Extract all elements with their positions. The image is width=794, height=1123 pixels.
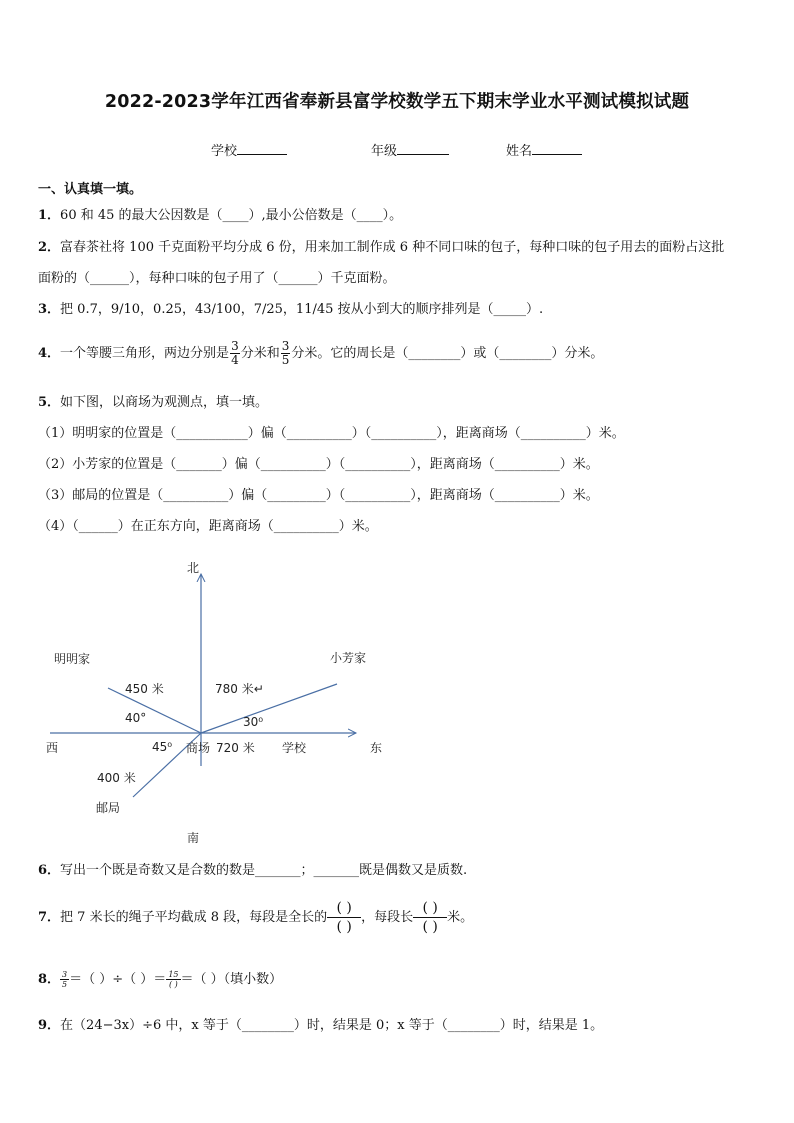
grade-label: 年级 <box>371 144 398 159</box>
question-5-sub-2: （2）小芳家的位置是（_______）偏（__________）（__________），距离商场（__________）米。 <box>38 457 599 472</box>
question-text: 分米。它的周长是（________）或（________）分米。 <box>291 346 604 361</box>
question-7 <box>38 898 473 938</box>
question-2-line-2: 面粉的（______），每种口味的包子用了（______）千克面粉。 <box>38 271 396 286</box>
question-text: ＝（ ）（填小数） <box>180 972 283 987</box>
question-2-line-1 <box>38 239 724 257</box>
xiaofang-distance: 780 米↵ <box>215 682 264 696</box>
question-number: 9． <box>38 1018 61 1033</box>
mall-label: 商场 <box>186 741 211 755</box>
fraction-3-4 <box>230 340 240 367</box>
name-blank[interactable] <box>532 142 582 155</box>
fraction-numerator: ( ) <box>413 899 447 918</box>
question-number: 7． <box>38 910 61 925</box>
question-6 <box>38 862 467 880</box>
fraction-numerator: 15 <box>168 970 179 979</box>
school-distance: 720 米 <box>216 741 255 755</box>
east-label: 东 <box>370 741 383 755</box>
question-text: 分米和 <box>240 346 280 361</box>
question-text: 在（24−3x）÷6 中，x 等于（________）时，结果是 0；x 等于（________）时，结果是 1。 <box>60 1018 604 1033</box>
compass-diagram <box>0 550 420 860</box>
fraction-denominator: ( ) <box>336 919 352 935</box>
question-text: 如下图，以商场为观测点，填一填。 <box>60 395 269 410</box>
school-label: 学校 <box>282 741 307 755</box>
question-5-sub-1: （1）明明家的位置是（___________）偏（__________）（__________），距离商场（__________）米。 <box>38 426 625 441</box>
fraction-denominator: ( ) <box>169 980 178 989</box>
question-text: ＝（ ）÷（ ）＝ <box>69 972 167 987</box>
page-title: 2022-2023学年江西省奉新县富学校数学五下期末学业水平测试模拟试题 <box>104 92 690 112</box>
mingming-angle: 40° <box>125 711 147 725</box>
fraction-denominator: 5 <box>62 980 68 989</box>
mingming-home-label: 明明家 <box>54 652 91 666</box>
south-label: 南 <box>187 831 200 845</box>
question-5-sub-3: （3）邮局的位置是（__________）偏（_________）（__________），距离商场（__________）米。 <box>38 488 599 503</box>
question-5 <box>38 394 268 412</box>
fraction-blank-1[interactable] <box>327 899 361 936</box>
question-text: 60 和 45 的最大公因数是（____）,最小公倍数是（____）。 <box>60 208 403 223</box>
fraction-blank-2[interactable] <box>413 899 447 936</box>
question-number: 2． <box>38 240 61 255</box>
question-text: 一个等腰三角形，两边分别是 <box>60 346 230 361</box>
school-label: 学校 <box>211 144 238 159</box>
post-office-label: 邮局 <box>96 801 121 815</box>
name-label: 姓名 <box>506 144 533 159</box>
question-number: 4． <box>38 346 61 361</box>
question-text: 米。 <box>447 910 474 925</box>
fraction-numerator: 3 <box>62 970 68 979</box>
fraction-3-5-small <box>60 970 69 989</box>
fraction-numerator: 3 <box>281 339 290 353</box>
section-heading: 一、认真填一填。 <box>38 182 143 197</box>
fraction-denominator: 5 <box>281 353 290 367</box>
question-3 <box>38 301 543 319</box>
question-number: 8． <box>38 972 61 987</box>
question-text: ，每段长 <box>361 910 414 925</box>
grade-field[interactable] <box>371 140 449 159</box>
question-number: 5． <box>38 395 61 410</box>
name-field[interactable] <box>506 140 582 159</box>
question-8 <box>38 970 282 989</box>
fraction-numerator: ( ) <box>327 899 361 918</box>
question-number: 1． <box>38 208 61 223</box>
school-blank[interactable] <box>237 142 287 155</box>
fraction-denominator: ( ) <box>422 919 438 935</box>
question-text: 把 7 米长的绳子平均截成 8 段，每段是全长的 <box>60 910 328 925</box>
fraction-numerator: 3 <box>231 339 239 353</box>
question-number: 6． <box>38 863 61 878</box>
question-text: 把 0.7，9/10，0.25，43/100，7/25，11/45 按从小到大的顺序排列是（_____）. <box>60 302 544 317</box>
fraction-3-5 <box>281 340 291 367</box>
west-label: 西 <box>46 741 59 755</box>
xiaofang-angle: 30⁰ <box>243 715 264 729</box>
question-1 <box>38 207 402 225</box>
question-text: 富春茶社将 100 千克面粉平均分成 6 份，用来加工制作成 6 种不同口味的包子，每种口味的包子用去的面粉占这批 <box>60 240 725 255</box>
mingming-distance: 450 米 <box>125 682 164 696</box>
question-4 <box>38 340 603 367</box>
question-text: 写出一个既是奇数又是合数的数是_______；_______既是偶数又是质数. <box>60 863 468 878</box>
north-label: 北 <box>187 561 200 575</box>
question-number: 3． <box>38 302 61 317</box>
post-office-distance: 400 米 <box>97 771 136 785</box>
question-9 <box>38 1017 603 1035</box>
xiaofang-home-label: 小芳家 <box>330 651 367 665</box>
grade-blank[interactable] <box>397 142 449 155</box>
question-5-sub-4: （4）（______）在正东方向，距离商场（__________）米。 <box>38 519 378 534</box>
fraction-15-blank <box>166 970 180 989</box>
fraction-denominator: 4 <box>231 353 239 367</box>
post-office-angle: 45⁰ <box>152 740 173 754</box>
school-field[interactable] <box>211 140 287 159</box>
